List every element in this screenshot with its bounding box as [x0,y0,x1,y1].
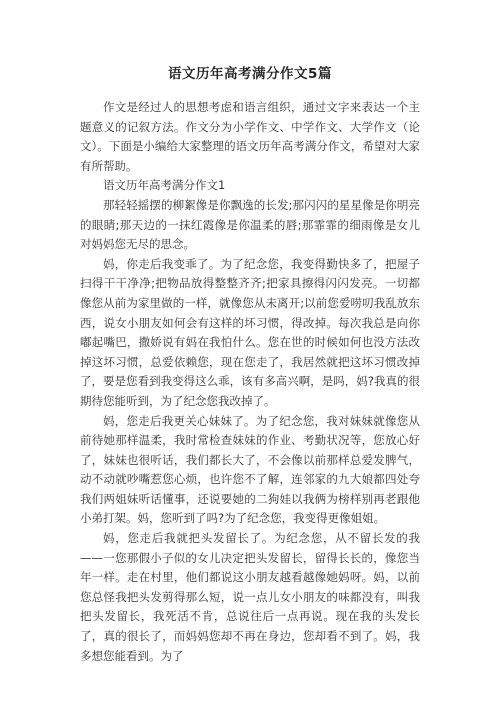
intro-paragraph: 作文是经过人的思想考虑和语言组织，通过文字来表达一个主题意义的记叙方法。作文分为小学作文、中学作文、大学作文（论文）。下面是小编给大家整理的语文历年高考满分作文，希望对大家有所帮助。 [80,100,420,173]
document-title: 语文历年高考满分作文5篇 [168,66,332,82]
essay-heading: 语文历年高考满分作文1 [103,178,226,193]
body-paragraph: 妈，您走后我更关心妹妹了。为了纪念您，我对妹妹就像您从前待她那样温柔，我时常检查妹妹的作业、考勤状况等，您放心好了，妹妹也很听话，我们都长大了，不会像以前那样总爱发脾气，动不动就吵嘴惹您心烦，也许您不了解，连邻家的九大娘都四处夸我们两姐妹听话懂事，还说要她的二狗娃以我俩为榜样别再老跟他小弟打架。妈，您听到了吗?为了纪念您，我变得更像姐姐。 [80,413,420,526]
body-paragraph: 妈，您走后我就把头发留长了。为纪念您，从不留长发的我——一您那假小子似的女儿决定把头发留长，留得长长的，像您当年一样。走在村里，他们都说这小朋友越看越像她妈呀。妈，以前您总怪我把头发剪得那么短，说一点儿女小朋友的味都没有，叫我把头发留长，我死活不肯，总说往后一点再说。现在我的头发长了，真的很长了，而妈妈您却不再在身边，您却看不到了。妈，我多想您能看到。为了 [80,531,420,663]
body-paragraph: 妈，你走后我变乖了。为了纪念您，我变得勤快多了，把屋子扫得干干净净;把物品放得整整齐齐;把家具擦得闪闪发亮。一切都像您从前为家里做的一样，就像您从未离开;以前您爱唠叨我乱放东西，说女小朋友如何会有这样的坏习惯，得改掉。每次我总是向你嘟起嘴巴，撒娇说有妈在我怕什么。您在世的时候如何也没方法改掉这坏习惯，总爱依赖您，现在您走了，我居然就把这坏习惯改掉了，要是您看到我变得这么乖，该有多高兴啊，是吗，妈?我真的很期待您能听到，为了纪念您我改掉了。 [80,256,420,408]
body-paragraph: 那轻轻摇摆的柳絮像是你飘逸的长发;那闪闪的星星像是你明亮的眼睛;那天边的一抹红霞像是你温柔的唇;那霏霏的细雨像是女儿对妈妈您无尽的思念。 [80,197,420,252]
